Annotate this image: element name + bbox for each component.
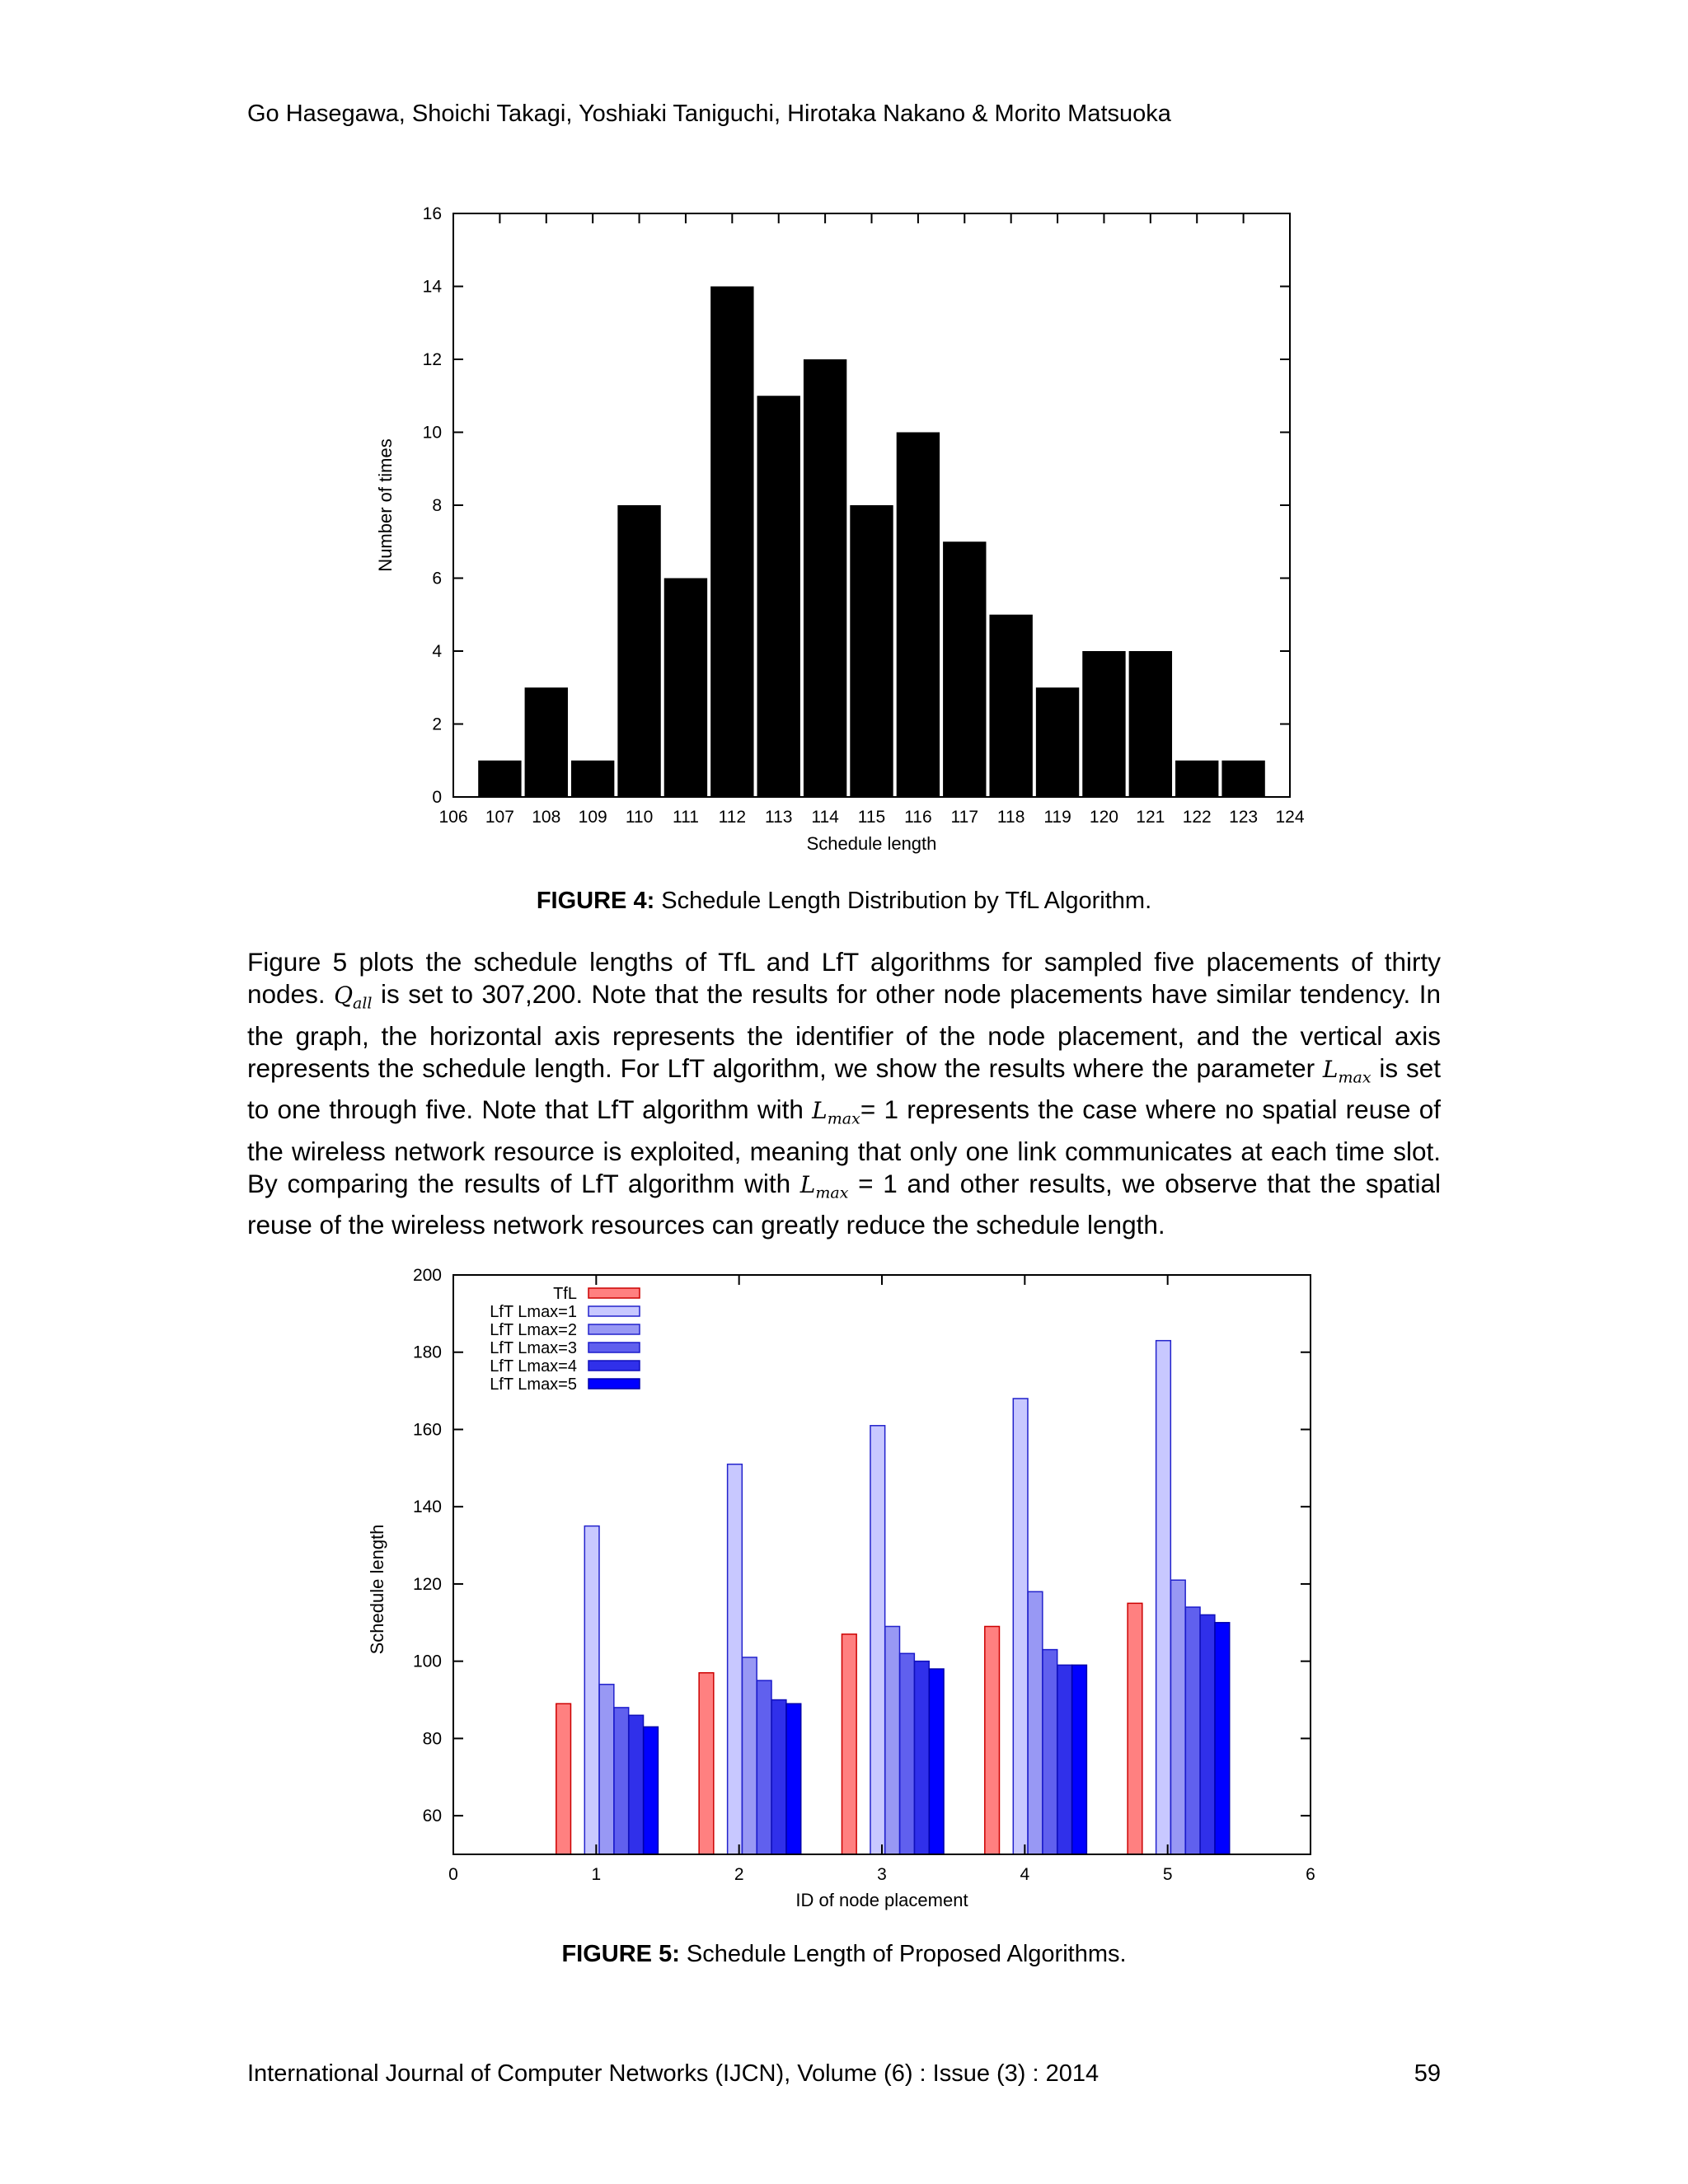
x-tick-label: 115: [857, 808, 886, 827]
figure-4-caption-text: Schedule Length Distribution by TfL Algorithm.: [654, 888, 1152, 914]
bar-lft-lmax-2: [742, 1657, 757, 1854]
journal-footer: International Journal of Computer Networks (IJCN), Volume (6) : Issue (3) : 2014: [247, 2060, 1100, 2087]
histogram-bar: [617, 505, 660, 797]
bar-tfl: [1128, 1603, 1142, 1854]
y-axis-label: Schedule length: [367, 1524, 387, 1655]
para-text-4: = 1 represents the case where no spatial reuse of the wireless network resource is exploited, meaning that only one link communicates at each time slot. By comparing the results of LfT algorithm with: [247, 1094, 1441, 1198]
bar-tfl: [699, 1673, 714, 1854]
histogram-bar: [989, 615, 1032, 797]
legend-label: LfT Lmax=1: [490, 1303, 577, 1321]
bar-tfl: [556, 1704, 571, 1854]
histogram-bar: [1129, 651, 1172, 797]
y-tick-label: 10: [422, 423, 442, 443]
legend-swatch: [588, 1306, 640, 1316]
bar-lft-lmax-3: [757, 1680, 771, 1854]
figure-5-svg: [354, 1257, 1343, 1916]
x-tick-label: 0: [448, 1865, 458, 1884]
histogram-bar: [897, 433, 940, 798]
x-tick-label: 4: [1020, 1865, 1030, 1884]
y-axis-label: Number of times: [375, 438, 396, 572]
figure-4-caption: [0, 888, 1688, 915]
legend-label: LfT Lmax=3: [490, 1339, 577, 1357]
x-tick-label: 2: [734, 1865, 744, 1884]
y-tick-label: 80: [422, 1729, 442, 1749]
histogram-bar: [664, 579, 707, 798]
bar-lft-lmax-1: [1013, 1399, 1028, 1854]
x-tick-label: 119: [1043, 808, 1071, 827]
x-tick-label: 116: [904, 808, 932, 827]
y-tick-label: 12: [422, 350, 442, 369]
para-text-1: Figure 5 plots the schedule lengths of TfL and LfT algorithms for sampled five placements of thirty nodes.: [247, 947, 1441, 1009]
histogram-bar: [943, 541, 986, 797]
para-text-5: = 1 and other results, we observe that the spatial reuse of the wireless network resources can greatly reduce the schedule length.: [247, 1168, 1441, 1240]
bar-lft-lmax-2: [1028, 1591, 1043, 1854]
legend-label: LfT Lmax=4: [490, 1357, 577, 1376]
x-axis-label: ID of node placement: [795, 1890, 968, 1910]
x-tick-label: 110: [625, 808, 654, 827]
figure-4-caption-label: FIGURE 4:: [536, 888, 655, 914]
legend-label: LfT Lmax=2: [490, 1321, 577, 1339]
para-text-2: is set to 307,200. Note that the results for other node placements have similar tendency. In the graph, the horizontal axis represents the identifier of the node placement, and the vertical axis represents the schedule length. For LfT algorithm, we show the results where the parameter: [247, 979, 1441, 1083]
histogram-bar: [757, 396, 800, 797]
figure-5-bar-chart: [354, 1257, 1343, 1916]
x-tick-label: 121: [1136, 808, 1165, 827]
q-all-symbol: $Q_{all}$: [334, 982, 373, 1013]
histogram-bar: [710, 287, 753, 798]
running-header: Go Hasegawa, Shoichi Takagi, Yoshiaki Taniguchi, Hirotaka Nakano & Morito Matsuoka: [247, 101, 1171, 127]
x-tick-label: 113: [764, 808, 793, 827]
figure-5-caption-text: Schedule Length of Proposed Algorithms.: [679, 1941, 1127, 1967]
histogram-bar: [1082, 651, 1125, 797]
x-tick-label: 107: [485, 808, 514, 827]
bar-lft-lmax-5: [1215, 1623, 1230, 1854]
x-tick-label: 108: [532, 808, 561, 827]
bar-lft-lmax-4: [771, 1700, 786, 1854]
bar-lft-lmax-5: [1072, 1665, 1087, 1854]
l-max-symbol: $L_{max}$: [799, 1170, 849, 1202]
x-tick-label: 117: [950, 808, 979, 827]
bar-lft-lmax-4: [1057, 1665, 1072, 1854]
page-number: 59: [1414, 2060, 1441, 2087]
bar-lft-lmax-1: [1156, 1341, 1171, 1854]
figure-5-caption: [0, 1941, 1688, 1968]
bar-lft-lmax-4: [629, 1715, 644, 1854]
x-tick-label: 5: [1162, 1865, 1173, 1884]
y-tick-label: 8: [432, 496, 442, 515]
x-tick-label: 118: [996, 808, 1025, 827]
x-tick-label: 106: [438, 808, 468, 827]
y-tick-label: 60: [422, 1807, 442, 1826]
y-tick-label: 100: [412, 1652, 442, 1671]
x-tick-label: 112: [718, 808, 747, 827]
x-tick-label: 6: [1306, 1865, 1315, 1884]
x-tick-label: 109: [578, 808, 607, 827]
y-tick-label: 14: [422, 277, 442, 297]
bar-lft-lmax-5: [929, 1669, 944, 1854]
bar-lft-lmax-1: [728, 1465, 743, 1854]
bar-lft-lmax-3: [1185, 1607, 1200, 1854]
y-tick-label: 160: [412, 1420, 442, 1440]
histogram-bar: [804, 359, 846, 797]
bar-lft-lmax-3: [900, 1653, 915, 1854]
figure-4-histogram: [363, 198, 1335, 865]
x-axis-label: Schedule length: [806, 833, 937, 854]
x-tick-label: 120: [1089, 808, 1118, 827]
x-tick-label: 111: [672, 808, 699, 827]
y-tick-label: 4: [432, 642, 442, 661]
legend-label: LfT Lmax=5: [490, 1376, 577, 1394]
bar-lft-lmax-1: [870, 1426, 885, 1854]
y-tick-label: 16: [422, 204, 442, 223]
figure-5-caption-label: FIGURE 5:: [561, 1941, 680, 1967]
x-tick-label: 3: [877, 1865, 887, 1884]
y-tick-label: 0: [432, 788, 442, 807]
legend-label: TfL: [553, 1285, 577, 1303]
histogram-bar: [850, 505, 893, 797]
figure-4-svg: [363, 198, 1335, 865]
bar-lft-lmax-4: [1200, 1615, 1215, 1854]
x-tick-label: 1: [591, 1865, 602, 1884]
y-tick-label: 6: [432, 569, 442, 588]
y-tick-label: 140: [412, 1497, 442, 1517]
y-tick-label: 120: [412, 1574, 442, 1594]
bar-lft-lmax-2: [1170, 1580, 1185, 1854]
bar-lft-lmax-2: [599, 1685, 614, 1854]
bar-lft-lmax-1: [584, 1526, 599, 1854]
bar-tfl: [985, 1626, 1000, 1854]
legend-swatch: [588, 1343, 640, 1352]
legend-swatch: [588, 1324, 640, 1334]
x-tick-label: 124: [1275, 808, 1305, 827]
y-tick-label: 180: [412, 1343, 442, 1362]
histogram-bar: [525, 687, 568, 797]
l-max-symbol: $L_{max}$: [812, 1097, 860, 1128]
bar-lft-lmax-4: [915, 1661, 930, 1854]
x-tick-label: 123: [1229, 808, 1259, 827]
bar-lft-lmax-3: [614, 1708, 629, 1854]
bar-lft-lmax-3: [1043, 1650, 1057, 1854]
legend-swatch: [588, 1361, 640, 1371]
bar-lft-lmax-5: [786, 1704, 801, 1854]
histogram-bar: [1036, 687, 1079, 797]
para-text-3: is set to one through five. Note that LfT algorithm with: [247, 1052, 1441, 1125]
body-paragraph: [247, 946, 1441, 1241]
x-tick-label: 122: [1182, 808, 1212, 827]
bar-lft-lmax-2: [885, 1626, 900, 1854]
y-tick-label: 200: [412, 1266, 442, 1285]
bar-tfl: [842, 1634, 856, 1854]
legend-swatch: [588, 1379, 640, 1389]
l-max-symbol: $L_{max}$: [1322, 1055, 1372, 1087]
legend-swatch: [588, 1288, 640, 1298]
y-tick-label: 2: [432, 715, 442, 734]
x-tick-label: 114: [811, 808, 839, 827]
bar-lft-lmax-5: [644, 1727, 659, 1854]
